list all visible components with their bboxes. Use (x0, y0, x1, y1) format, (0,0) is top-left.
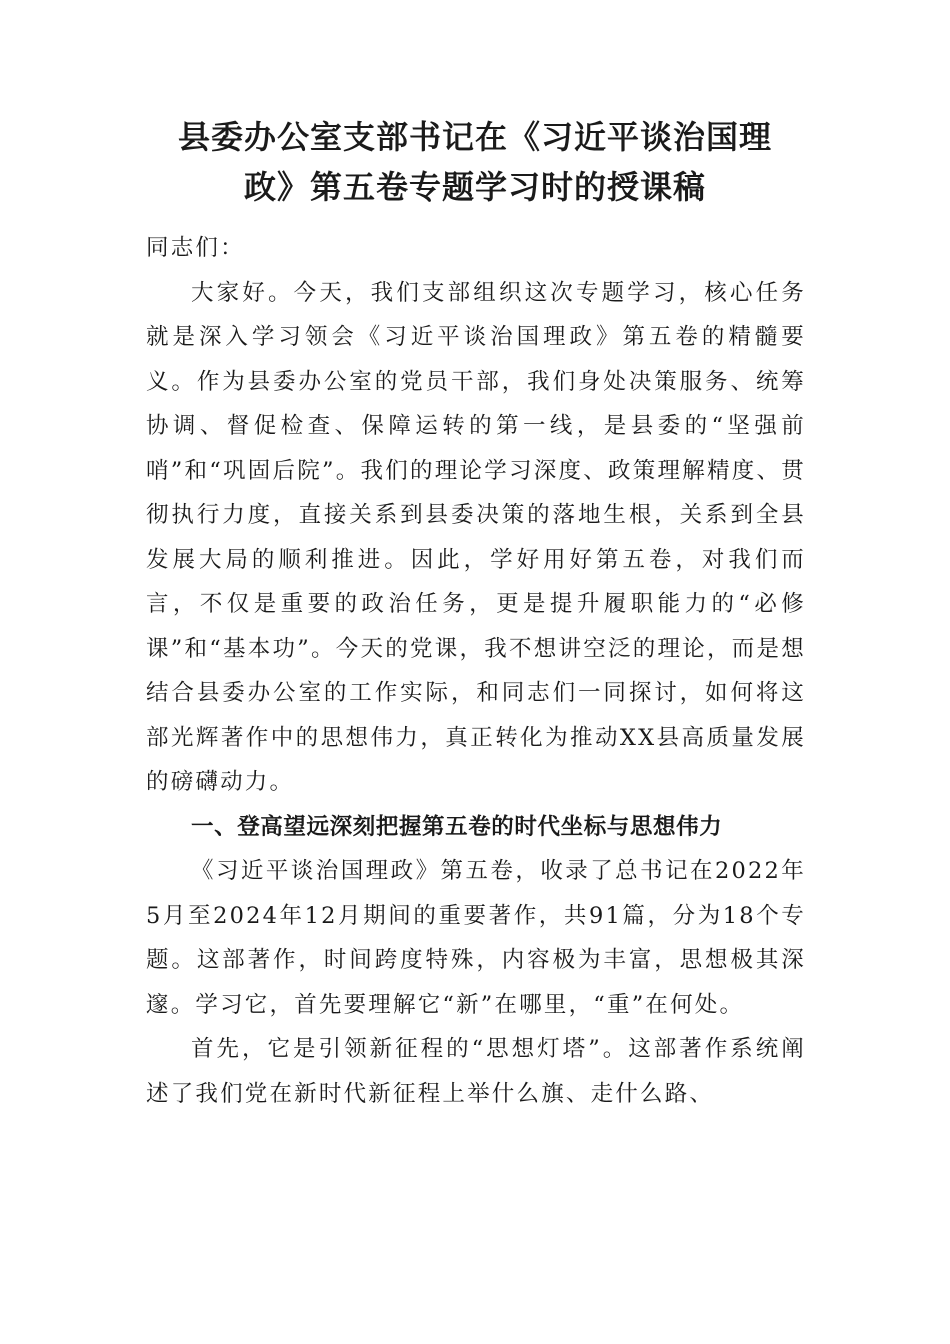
title-line-1: 县委办公室支部书记在《习近平谈治国理 (177, 118, 772, 156)
title-line-2: 政》第五卷专题学习时的授课稿 (243, 168, 706, 206)
intro-paragraph: 大家好。今天，我们支部组织这次专题学习，核心任务就是深入学习领会《习近平谈治国理政》第五卷的精髓要义。作为县委办公室的党员干部，我们身处决策服务、统筹协调、督促检查、保障运转的第一线，是县委的“坚强前哨”和“巩固后院”。我们的理论学习深度、政策理解精度、贯彻执行力度，直接关系到县委决策的落地生根，关系到全县发展大局的顺利推进。因此，学好用好第五卷，对我们而言，不仅是重要的政治任务，更是提升履职能力的“必修课”和“基本功”。今天的党课，我不想讲空泛的理论，而是想结合县委办公室的工作实际，和同志们一同探讨，如何将这部光辉著作中的思想伟力，真正转化为推动XX县高质量发展的磅礴动力。 (146, 279, 806, 795)
salutation: 同志们： (146, 235, 245, 261)
document-body (146, 226, 806, 1116)
document-title (140, 112, 810, 212)
section-heading: 一、登高望远深刻把握第五卷的时代坐标与思想伟力 (191, 813, 723, 840)
section-paragraph: 《习近平谈治国理政》第五卷，收录了总书记在2022年5月至2024年12月期间的重要著作，共91篇，分为18个专题。这部著作，时间跨度特殊，内容极为丰富，思想极其深邃。学习它，首先要理解它“新”在哪里，“重”在何处。 (146, 858, 806, 1018)
section-paragraph: 首先，它是引领新征程的“思想灯塔”。这部著作系统阐述了我们党在新时代新征程上举什么旗、走什么路、 (146, 1036, 806, 1107)
